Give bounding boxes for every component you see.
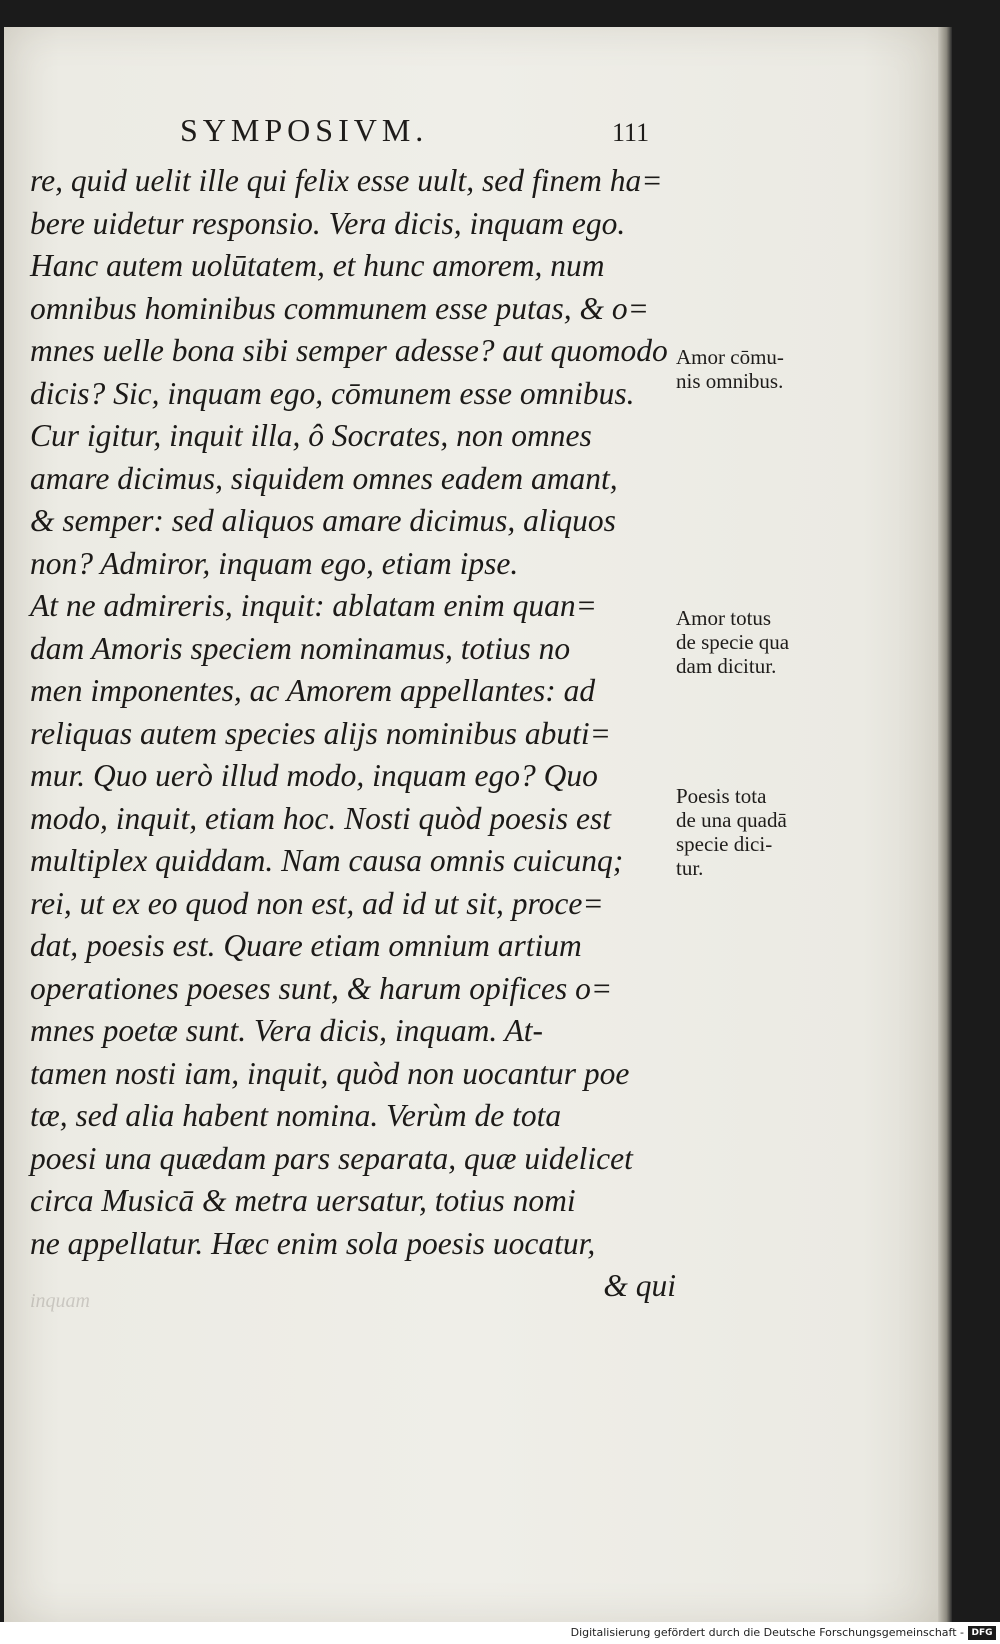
text-line: dicis? Sic, inquam ego, cōmunem esse omnibus.: [30, 375, 635, 411]
bleed-through-text: inquam: [30, 1290, 90, 1312]
text-line: bere uidetur responsio. Vera dicis, inquam ego.: [30, 205, 626, 241]
catchword: & qui: [603, 1268, 676, 1303]
text-line: amare dicimus, siquidem omnes eadem amant,: [30, 460, 618, 496]
text-line: poesi una quædam pars separata, quæ uidelicet: [30, 1140, 633, 1176]
text-line: & semper: sed aliquos amare dicimus, aliquos: [30, 503, 616, 538]
text-line: operationes poeses sunt, & harum opifices o=: [30, 970, 613, 1006]
margin-note-line: Amor totus: [676, 606, 772, 630]
text-line: mur. Quo uerò illud modo, inquam ego? Quo: [30, 758, 598, 793]
text-line: tæ, sed alia habent nomina. Verùm de tota: [30, 1098, 562, 1133]
dfg-logo-icon: DFG: [968, 1626, 996, 1640]
digitization-footer: [0, 1622, 1000, 1644]
margin-note-amor-totus: [676, 606, 836, 678]
margin-note-line: tur.: [676, 856, 704, 880]
text-line: tamen nosti iam, inquit, quòd non uocantur poe: [30, 1055, 630, 1091]
margin-note-line: Amor cōmu-: [676, 345, 784, 369]
running-head: SYMPOSIVM.: [180, 112, 429, 148]
text-line: circa Musicā & metra uersatur, totius nomi: [30, 1183, 576, 1218]
text-line: dam Amoris speciem nominamus, totius no: [30, 630, 571, 666]
text-line: Hanc autem uolūtatem, et hunc amorem, num: [30, 248, 605, 283]
text-line: At ne admireris, inquit: ablatam enim quan=: [30, 588, 597, 623]
text-line: ne appellatur. Hæc enim sola poesis uocatur,: [30, 1225, 596, 1261]
text-line: omnibus hominibus communem esse putas, & o=: [30, 290, 649, 326]
text-line: reliquas autem species alijs nominibus abuti=: [30, 715, 611, 751]
text-line: men imponentes, ac Amorem appellantes: ad: [30, 673, 596, 708]
text-line: modo, inquit, etiam hoc. Nosti quòd poesis est: [30, 800, 611, 836]
margin-note-line: specie dici-: [676, 832, 773, 856]
page-edge: [938, 27, 952, 1622]
text-line: non? Admiror, inquam ego, etiam ipse.: [30, 545, 519, 581]
funding-credit: Digitalisierung gefördert durch die Deutsche Forschungsgemeinschaft -: [570, 1626, 964, 1639]
text-line: rei, ut ex eo quod non est, ad id ut sit, proce=: [30, 885, 604, 921]
margin-note-line: de specie qua: [676, 630, 790, 654]
text-line: mnes poetæ sunt. Vera dicis, inquam. At-: [30, 1013, 544, 1048]
text-line: re, quid uelit ille qui felix esse uult, sed finem ha=: [30, 163, 663, 198]
text-line: multiplex quiddam. Nam causa omnis cuicunq;: [30, 843, 624, 878]
margin-note-line: nis omnibus.: [676, 369, 784, 393]
text-line: dat, poesis est. Quare etiam omnium artium: [30, 928, 582, 963]
main-text-block: [30, 160, 680, 1308]
text-line: Cur igitur, inquit illa, ô Socrates, non omnes: [30, 418, 592, 453]
page-number: 111: [612, 118, 650, 147]
margin-note-line: Poesis tota: [676, 784, 767, 808]
margin-note-poesis-tota: [676, 784, 836, 880]
margin-note-amor-communis: [676, 345, 836, 393]
margin-note-line: de una quadā: [676, 808, 787, 832]
text-line: mnes uelle bona sibi semper adesse? aut quomodo: [30, 333, 668, 368]
margin-note-line: dam dicitur.: [676, 654, 777, 678]
